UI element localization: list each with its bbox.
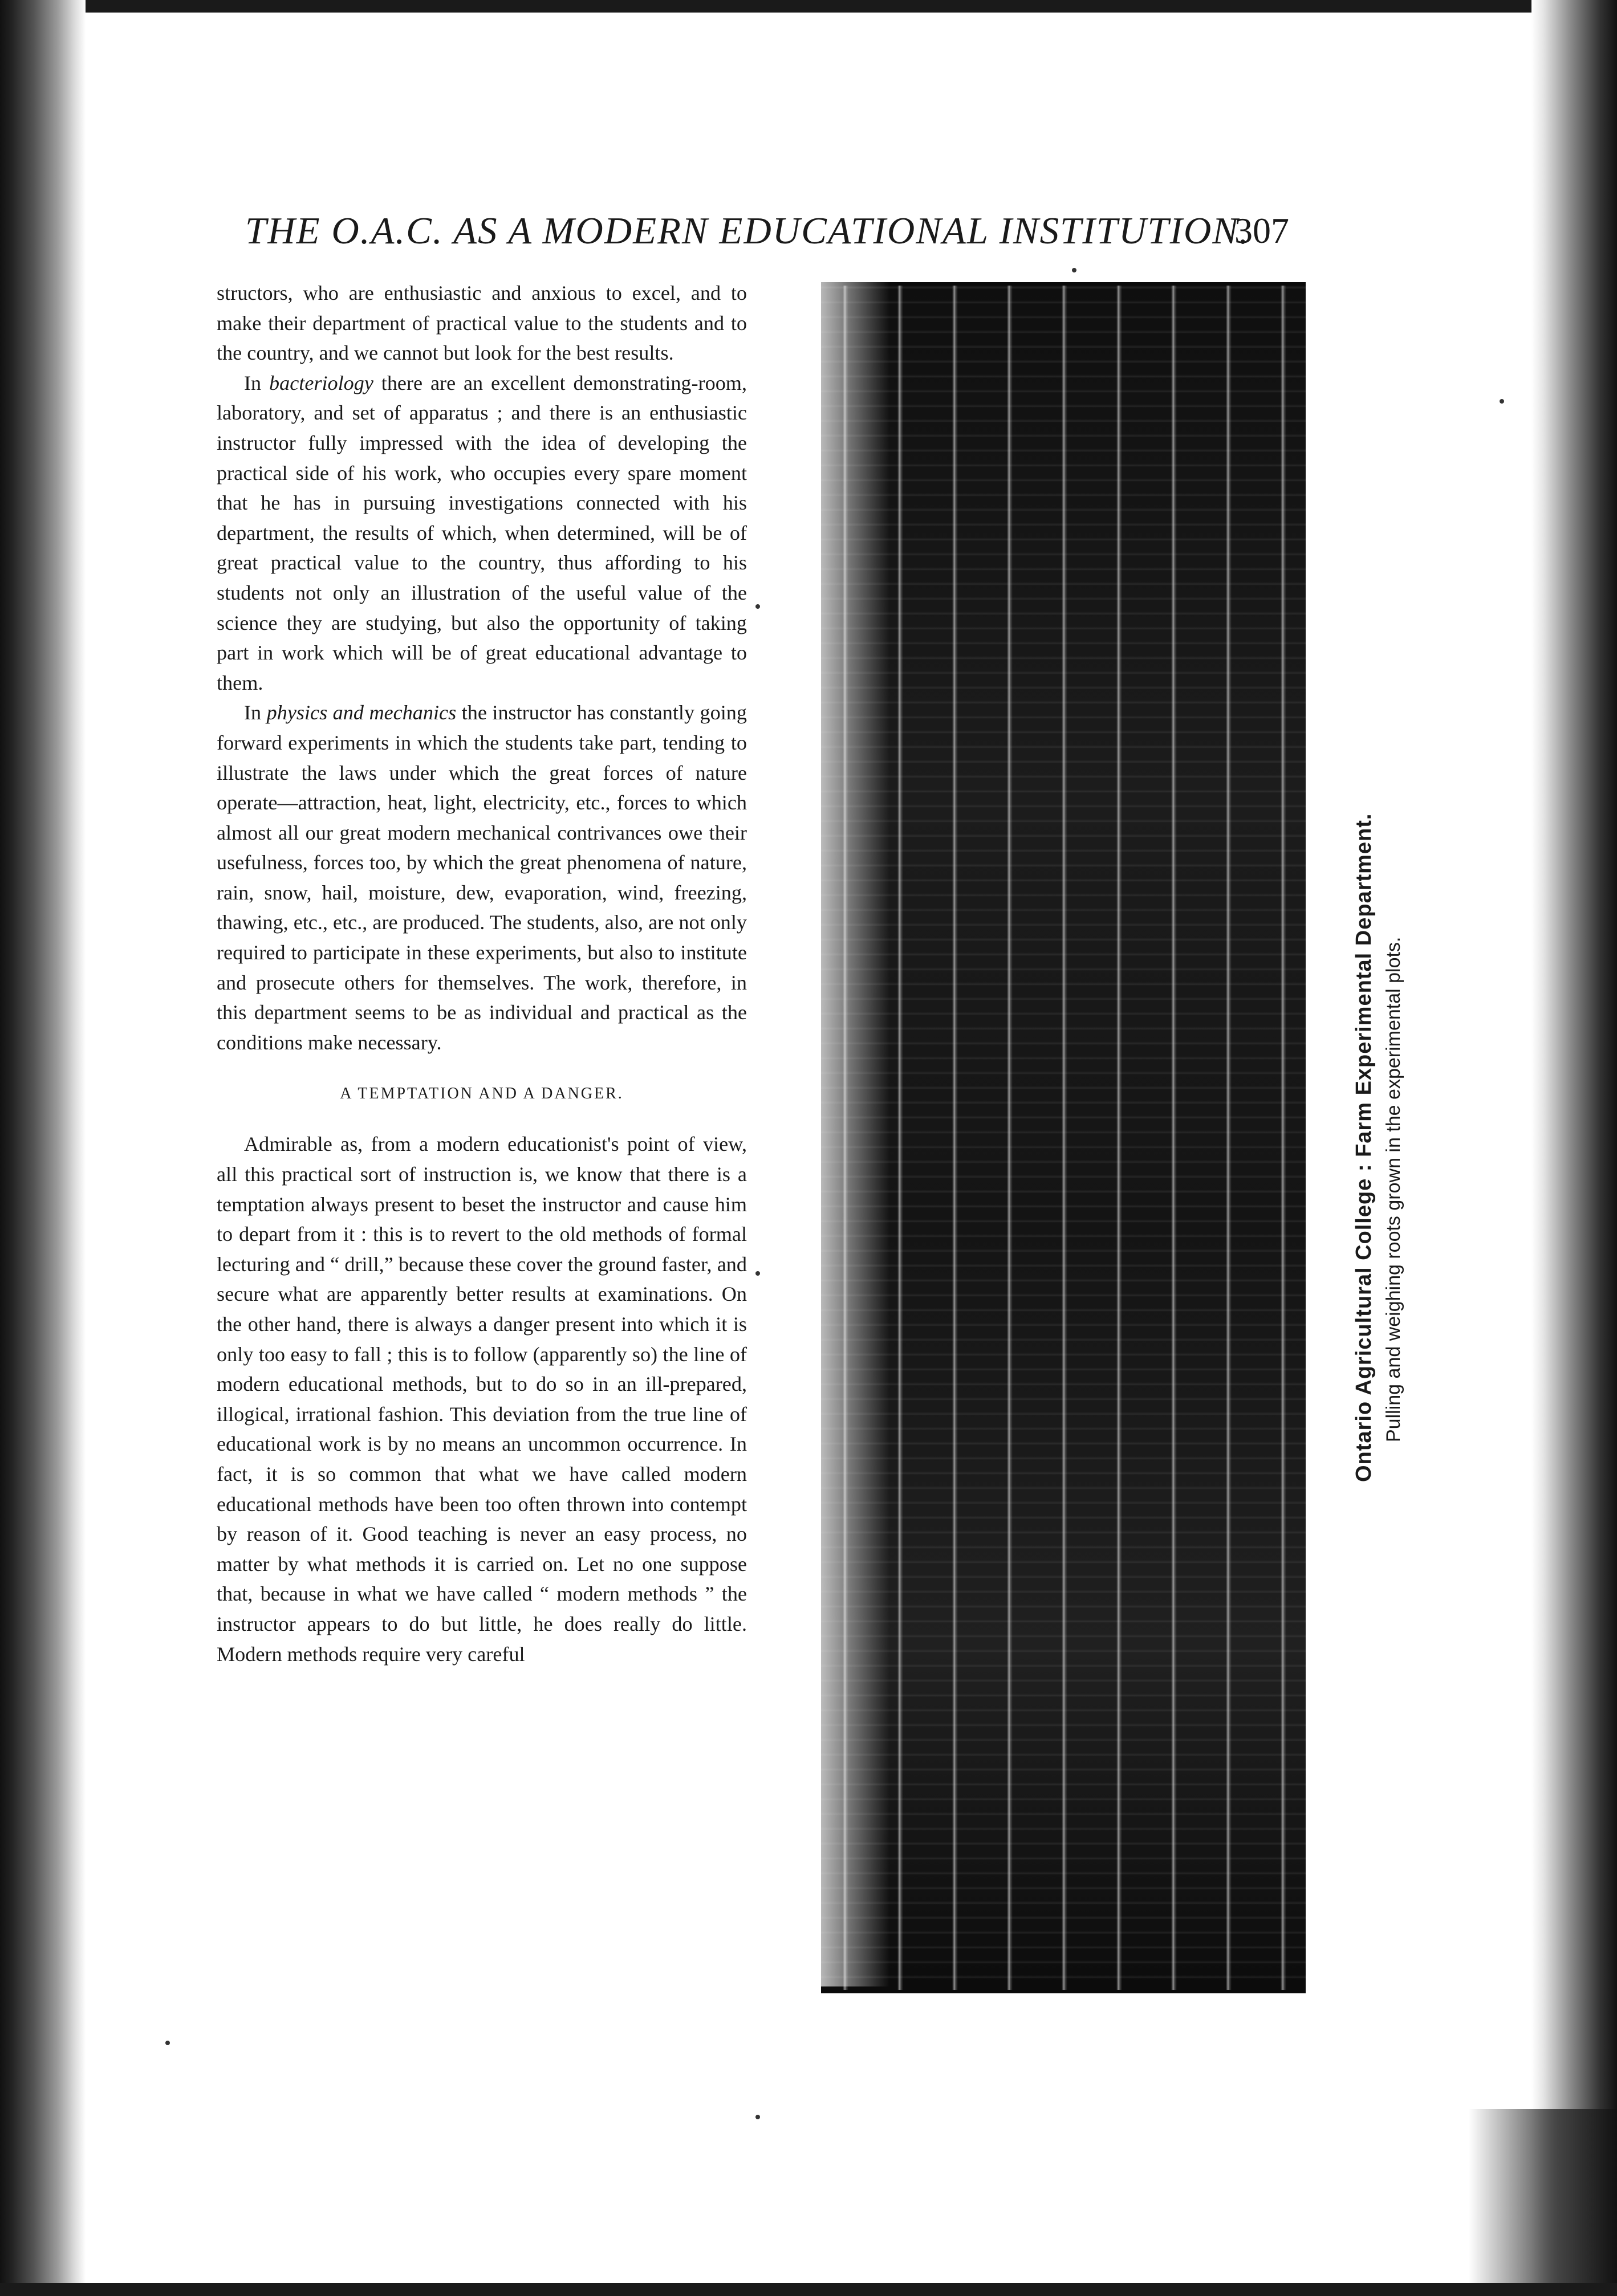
paragraph-lead: In [244, 371, 270, 394]
figure-caption [1348, 798, 1434, 1482]
photograph-root-plots [821, 282, 1306, 1993]
running-title: THE O.A.C. AS A MODERN EDUCATIONAL INSTITUTION. [245, 210, 1250, 252]
topic-physics-mechanics: physics and mechanics [266, 701, 457, 724]
scan-speck [165, 2041, 170, 2045]
scan-edge-top [0, 0, 1617, 13]
section-heading: A TEMPTATION AND A DANGER. [340, 1085, 624, 1103]
scan-speck [1072, 268, 1076, 272]
paragraph-rest: the instructor has constantly going forward experiments in which the students take part, tending to illustrate the laws under which the great forces of nature operate—attraction, heat, light, electricity, etc., forces to which almost all our great modern mechanical contrivances owe their usefulness, forces too, by which the great phenomena of nature, rain, snow, hail, moisture, dew, evaporation, wind, freezing, thawing, etc., etc., are produced. The students, also, are not only required to participate in these experiments, but also to institute and prosecute others for themselves. The work, therefore, in this department seems to be as individual and practical as the conditions make necessary. [217, 701, 747, 1054]
scan-speck [755, 2115, 760, 2119]
caption-title: Ontario Agricultural College : Farm Experimental Department. [1352, 813, 1376, 1482]
paragraph-lead: In [244, 701, 267, 724]
paragraph-rest: there are an excellent demonstrating-room, laboratory, and set of apparatus ; and there is an enthusiastic instructor fully impressed with the idea of developing the practical side of his work, who occupies every spare moment that he has in pursuing investigations connected with his department, the results of which, when determined, will be of great practical value to the country, thus affording to his students not only an illustration of the useful value of the science they are studying, but also the opportunity of taking part in work which will be of great educational advantage to them. [217, 371, 747, 694]
paragraph-bacteriology [217, 368, 747, 698]
scan-edge-right [1531, 0, 1617, 2296]
scan-speck [755, 1271, 760, 1276]
scan-speck [1500, 399, 1504, 404]
scan-edge-shadow [1469, 2109, 1617, 2283]
scan-edge-bottom [0, 2283, 1617, 2296]
caption-subtitle: Pulling and weighing roots grown in the experimental plots. [1383, 937, 1404, 1442]
photograph-foliage-edge [821, 282, 889, 1986]
body-text-column [217, 278, 747, 2091]
scan-edge-left [0, 0, 86, 2296]
paragraph-physics [217, 698, 747, 1057]
page-number: 307 [1234, 210, 1289, 251]
topic-bacteriology: bacteriology [269, 371, 373, 394]
scan-speck [755, 604, 760, 609]
paragraph-temptation: Admirable as, from a modern educationist's point of view, all this practical sort of instruction is, we know that there is a temptation always present to beset the instructor and cause him to depart from it : this is to revert to the old methods of formal lecturing and “ drill,” because these cover the ground faster, and secure what are apparently better results at examinations. On the other hand, there is always a danger present into which it is only too easy to fall ; this is to follow (apparently so) the line of modern educational methods, but to do so in an ill-prepared, illogical, irrational fashion. This deviation from the true line of educational work is by no means an uncommon occurrence. In fact, it is so common that what we have called modern educational methods have been too often thrown into contempt by reason of it. Good teaching is never an easy process, no matter by what methods it is carried on. Let no one suppose that, because in what we have called “ modern methods ” the instructor appears to do but little, he does really do little. Modern methods require very careful [217, 1133, 747, 1666]
paragraph-instructors: structors, who are enthusiastic and anxious to excel, and to make their department of practical value to the students and to the country, and we cannot but look for the best results. [217, 282, 747, 365]
